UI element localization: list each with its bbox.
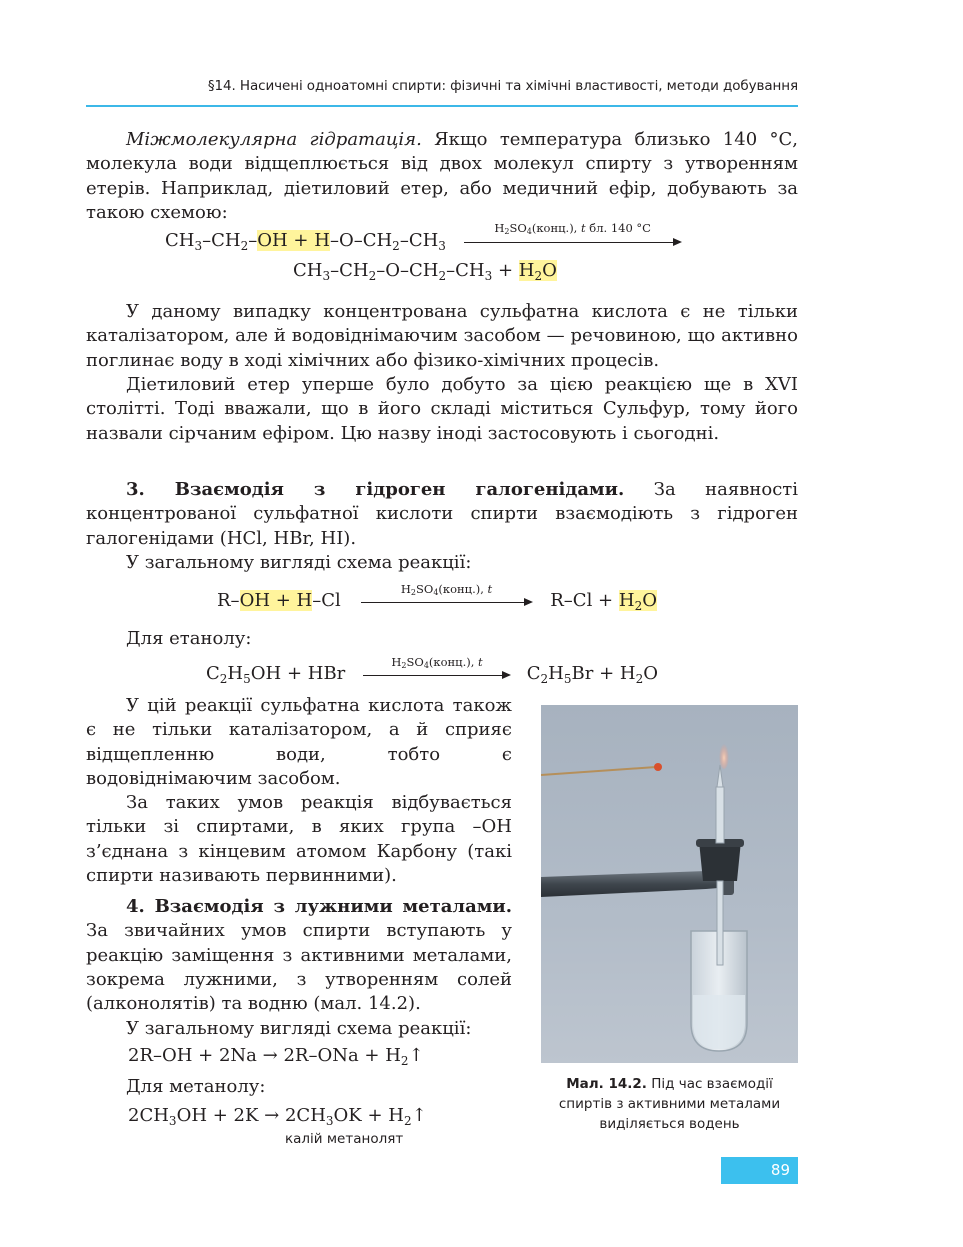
running-header: §14. Насичені одноатомні спирти: фізичні та хімічні властивості, методи добування bbox=[207, 78, 798, 94]
page-number: 89 bbox=[721, 1157, 798, 1184]
paragraph-ether-history: Діетиловий етер уперше було добуто за цією реакцією ще в XVI столітті. Тоді вважали, що в його складі міститься Сульфур, тому його назвали сірчаним ефіром. Цю назву іноді застосовують і сьогодні. bbox=[86, 374, 798, 444]
reaction-arrow-2: $H_2SO_4(конц.)$, t bbox=[361, 594, 533, 608]
highlight-oh-h-2: OH + H bbox=[239, 590, 313, 611]
highlight-water: $H_2O$ bbox=[518, 260, 557, 283]
equation-general-metal: $2R-OH + 2Na \to 2R-ONa + H_2↑$ bbox=[128, 1045, 424, 1068]
paragraph-catalyst-note: У цій реакції сульфатна кислота також є не тільки каталізатором, а й сприяє відщепленню води, тобто є водовіднімаючим засобом. bbox=[86, 695, 512, 789]
reaction-arrow bbox=[464, 221, 682, 248]
term-intermolecular-hydration: Міжмолекулярна гідратація. bbox=[126, 129, 422, 150]
highlight-oh-h: OH + H bbox=[257, 230, 330, 251]
equation-ethanol-hbr: $C_2H_5OH$ + HBr $H_2SO_4(конц.)$, t $C_2H_5Br + H_2O$ bbox=[206, 655, 658, 686]
paragraph-general-scheme-2: У загальному вигляді схема реакції: bbox=[126, 1018, 472, 1039]
equation-general-halide: R–OH + H–Cl $H_2SO_4(конц.)$, t $R-Cl + H_2O$ bbox=[217, 582, 657, 613]
section-heading-3: 3. Взаємодія з гідроген галогенідами. bbox=[126, 479, 625, 500]
reaction-arrow-3: $H_2SO_4(конц.)$, t bbox=[363, 667, 511, 681]
photo-test-tube-hydrogen bbox=[541, 705, 798, 1063]
paragraph-primary-alcohols: За таких умов реакція відбувається тільки зі спиртами, в яких група –OH з’єднана з кінцевим атомом Карбону (такі спирти називають первинними). bbox=[86, 792, 512, 886]
section-heading-4: 4. Взаємодія з лужними металами. bbox=[126, 896, 512, 917]
equation-ether-products: $CH_3-CH_2-O-CH_2-CH_3 + H_2O$ bbox=[293, 260, 557, 283]
paragraph-intermolecular-hydration: Міжмолекулярна гідратація. Якщо температура близько 140 °С, молекула води відщеплюється від двох молекул спирту з утворенням етерів. Наприклад, діетиловий етер, або медичний ефір, добувають за такою схемою: bbox=[86, 129, 798, 223]
paragraph-sulfuric-acid-role: У даному випадку концентрована сульфатна кислота є не тільки каталізатором, але й водовіднімаючим засобом — речовиною, що активно поглинає воду в ході хімічних або фізико-хімічних процесів. bbox=[86, 301, 798, 371]
figure-caption: Мал. 14.2. Під час взаємодії спиртів з активними металами виділяється водень bbox=[558, 1076, 781, 1132]
product-label: калій метанолят bbox=[285, 1131, 404, 1147]
reaction-conditions: $H_2SO_4(конц.)$, t бл. 140 °C bbox=[494, 221, 651, 236]
equation-methanol-potassium: $2CH_3OH + 2K \to 2CH_3OK$ + $H_2↑$ bbox=[128, 1105, 427, 1128]
paragraph-alkali-metals: 4. Взаємодія з лужними металами. За звичайних умов спирти вступають у реакцію заміщення з активними металами, зокрема лужними, з утворенням солей (алконолятів) та водню (мал. 14.2). bbox=[86, 896, 512, 1015]
paragraph-methanol: Для метанолу: bbox=[126, 1076, 266, 1097]
header-rule bbox=[86, 105, 798, 107]
highlight-water-2: $H_2O$ bbox=[618, 590, 657, 613]
paragraph-hydrogen-halides: 3. Взаємодія з гідроген галогенідами. За наявності концентрованої сульфатної кислоти спирти взаємодіють з гідроген галогенідами (HCl, HBr, HI). bbox=[86, 479, 798, 549]
equation-ether-synthesis: $CH_3-CH_2-OH + H-O-CH_2-CH_3$ $H_2SO_4(конц.)$, t бл. 140 °C bbox=[165, 230, 682, 251]
paragraph-general-scheme: У загальному вигляді схема реакції: bbox=[126, 552, 472, 573]
paragraph-ethanol: Для етанолу: bbox=[126, 628, 252, 649]
